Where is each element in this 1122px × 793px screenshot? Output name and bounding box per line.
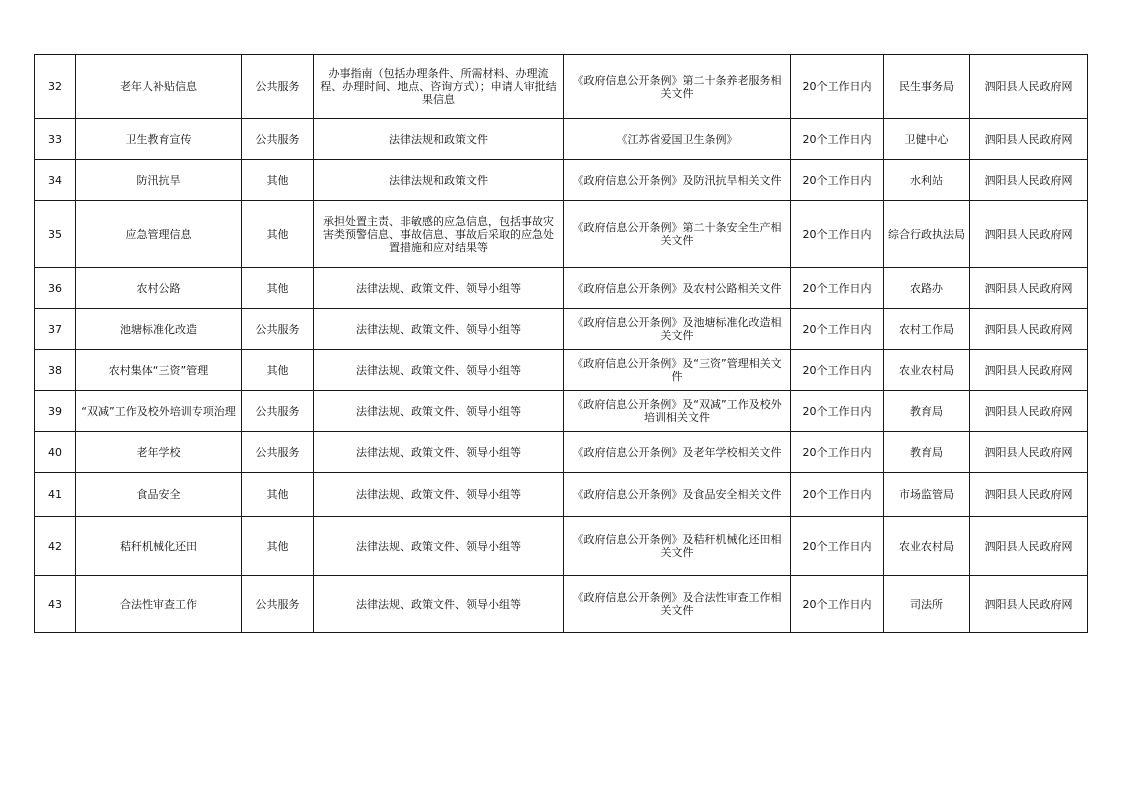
item-name: 农村集体“三资”管理 (76, 350, 242, 391)
responsible-dept: 水利站 (884, 160, 970, 201)
row-number: 43 (35, 576, 76, 633)
row-number: 36 (35, 268, 76, 309)
disclosure-channel: 泗阳县人民政府网 (970, 432, 1088, 473)
disclosure-deadline: 20个工作日内 (791, 160, 884, 201)
table-row (35, 350, 1088, 391)
item-type: 公共服务 (242, 55, 314, 119)
disclosure-content: 法律法规、政策文件、领导小组等 (314, 350, 564, 391)
disclosure-channel: 泗阳县人民政府网 (970, 268, 1088, 309)
item-type: 其他 (242, 201, 314, 268)
table-row (35, 391, 1088, 432)
disclosure-deadline: 20个工作日内 (791, 350, 884, 391)
table-row (35, 119, 1088, 160)
disclosure-deadline: 20个工作日内 (791, 55, 884, 119)
row-number: 38 (35, 350, 76, 391)
disclosure-deadline: 20个工作日内 (791, 576, 884, 633)
disclosure-content: 法律法规、政策文件、领导小组等 (314, 517, 564, 576)
table-row (35, 432, 1088, 473)
disclosure-content: 法律法规、政策文件、领导小组等 (314, 268, 564, 309)
disclosure-basis: 《政府信息公开条例》第二十条养老服务相关文件 (564, 55, 791, 119)
disclosure-channel: 泗阳县人民政府网 (970, 350, 1088, 391)
disclosure-basis: 《江苏省爱国卫生条例》 (564, 119, 791, 160)
disclosure-basis: 《政府信息公开条例》第二十条安全生产相关文件 (564, 201, 791, 268)
disclosure-deadline: 20个工作日内 (791, 201, 884, 268)
disclosure-deadline: 20个工作日内 (791, 473, 884, 517)
item-type: 其他 (242, 160, 314, 201)
table-row (35, 576, 1088, 633)
item-name: 农村公路 (76, 268, 242, 309)
disclosure-basis: 《政府信息公开条例》及“双减”工作及校外培训相关文件 (564, 391, 791, 432)
responsible-dept: 市场监管局 (884, 473, 970, 517)
table-row (35, 309, 1088, 350)
item-type: 其他 (242, 473, 314, 517)
disclosure-content: 承担处置主责、非敏感的应急信息，包括事故灾害类预警信息、事故信息、事故后采取的应急处置措施和应对结果等 (314, 201, 564, 268)
disclosure-deadline: 20个工作日内 (791, 309, 884, 350)
table-row (35, 268, 1088, 309)
item-name: 合法性审查工作 (76, 576, 242, 633)
item-name: 秸秆机械化还田 (76, 517, 242, 576)
disclosure-content: 办事指南（包括办理条件、所需材料、办理流程、办理时间、地点、咨询方式）；申请人审批结果信息 (314, 55, 564, 119)
responsible-dept: 农业农村局 (884, 517, 970, 576)
responsible-dept: 农业农村局 (884, 350, 970, 391)
row-number: 37 (35, 309, 76, 350)
responsible-dept: 教育局 (884, 432, 970, 473)
item-type: 其他 (242, 517, 314, 576)
responsible-dept: 综合行政执法局 (884, 201, 970, 268)
disclosure-basis: 《政府信息公开条例》及合法性审查工作相关文件 (564, 576, 791, 633)
disclosure-content: 法律法规、政策文件、领导小组等 (314, 391, 564, 432)
disclosure-deadline: 20个工作日内 (791, 391, 884, 432)
item-type: 公共服务 (242, 391, 314, 432)
disclosure-channel: 泗阳县人民政府网 (970, 309, 1088, 350)
item-type: 其他 (242, 268, 314, 309)
table-row (35, 160, 1088, 201)
row-number: 42 (35, 517, 76, 576)
disclosure-content: 法律法规、政策文件、领导小组等 (314, 473, 564, 517)
responsible-dept: 司法所 (884, 576, 970, 633)
disclosure-deadline: 20个工作日内 (791, 119, 884, 160)
table-row (35, 201, 1088, 268)
disclosure-channel: 泗阳县人民政府网 (970, 160, 1088, 201)
row-number: 39 (35, 391, 76, 432)
item-type: 公共服务 (242, 432, 314, 473)
disclosure-basis: 《政府信息公开条例》及防汛抗旱相关文件 (564, 160, 791, 201)
disclosure-channel: 泗阳县人民政府网 (970, 391, 1088, 432)
disclosure-basis: 《政府信息公开条例》及食品安全相关文件 (564, 473, 791, 517)
item-type: 其他 (242, 350, 314, 391)
row-number: 35 (35, 201, 76, 268)
disclosure-basis: 《政府信息公开条例》及农村公路相关文件 (564, 268, 791, 309)
disclosure-channel: 泗阳县人民政府网 (970, 201, 1088, 268)
disclosure-deadline: 20个工作日内 (791, 517, 884, 576)
table-row (35, 517, 1088, 576)
disclosure-content: 法律法规、政策文件、领导小组等 (314, 432, 564, 473)
responsible-dept: 教育局 (884, 391, 970, 432)
table-row (35, 55, 1088, 119)
table-row (35, 473, 1088, 517)
disclosure-channel: 泗阳县人民政府网 (970, 473, 1088, 517)
item-type: 公共服务 (242, 119, 314, 160)
item-name: 老年人补贴信息 (76, 55, 242, 119)
item-name: 老年学校 (76, 432, 242, 473)
responsible-dept: 农村工作局 (884, 309, 970, 350)
row-number: 32 (35, 55, 76, 119)
disclosure-content: 法律法规、政策文件、领导小组等 (314, 309, 564, 350)
disclosure-channel: 泗阳县人民政府网 (970, 576, 1088, 633)
responsible-dept: 民生事务局 (884, 55, 970, 119)
disclosure-channel: 泗阳县人民政府网 (970, 119, 1088, 160)
disclosure-content: 法律法规和政策文件 (314, 119, 564, 160)
disclosure-content: 法律法规和政策文件 (314, 160, 564, 201)
item-name: 防汛抗旱 (76, 160, 242, 201)
item-name: 卫生教育宣传 (76, 119, 242, 160)
item-name: 食品安全 (76, 473, 242, 517)
disclosure-deadline: 20个工作日内 (791, 432, 884, 473)
item-name: 应急管理信息 (76, 201, 242, 268)
disclosure-table (34, 54, 1088, 633)
item-type: 公共服务 (242, 576, 314, 633)
disclosure-basis: 《政府信息公开条例》及池塘标准化改造相关文件 (564, 309, 791, 350)
disclosure-channel: 泗阳县人民政府网 (970, 55, 1088, 119)
item-name: “双减”工作及校外培训专项治理 (76, 391, 242, 432)
item-type: 公共服务 (242, 309, 314, 350)
row-number: 34 (35, 160, 76, 201)
disclosure-channel: 泗阳县人民政府网 (970, 517, 1088, 576)
row-number: 33 (35, 119, 76, 160)
disclosure-basis: 《政府信息公开条例》及老年学校相关文件 (564, 432, 791, 473)
item-name: 池塘标准化改造 (76, 309, 242, 350)
disclosure-basis: 《政府信息公开条例》及秸秆机械化还田相关文件 (564, 517, 791, 576)
disclosure-content: 法律法规、政策文件、领导小组等 (314, 576, 564, 633)
responsible-dept: 卫健中心 (884, 119, 970, 160)
disclosure-basis: 《政府信息公开条例》及“三资”管理相关文件 (564, 350, 791, 391)
responsible-dept: 农路办 (884, 268, 970, 309)
disclosure-deadline: 20个工作日内 (791, 268, 884, 309)
row-number: 40 (35, 432, 76, 473)
row-number: 41 (35, 473, 76, 517)
